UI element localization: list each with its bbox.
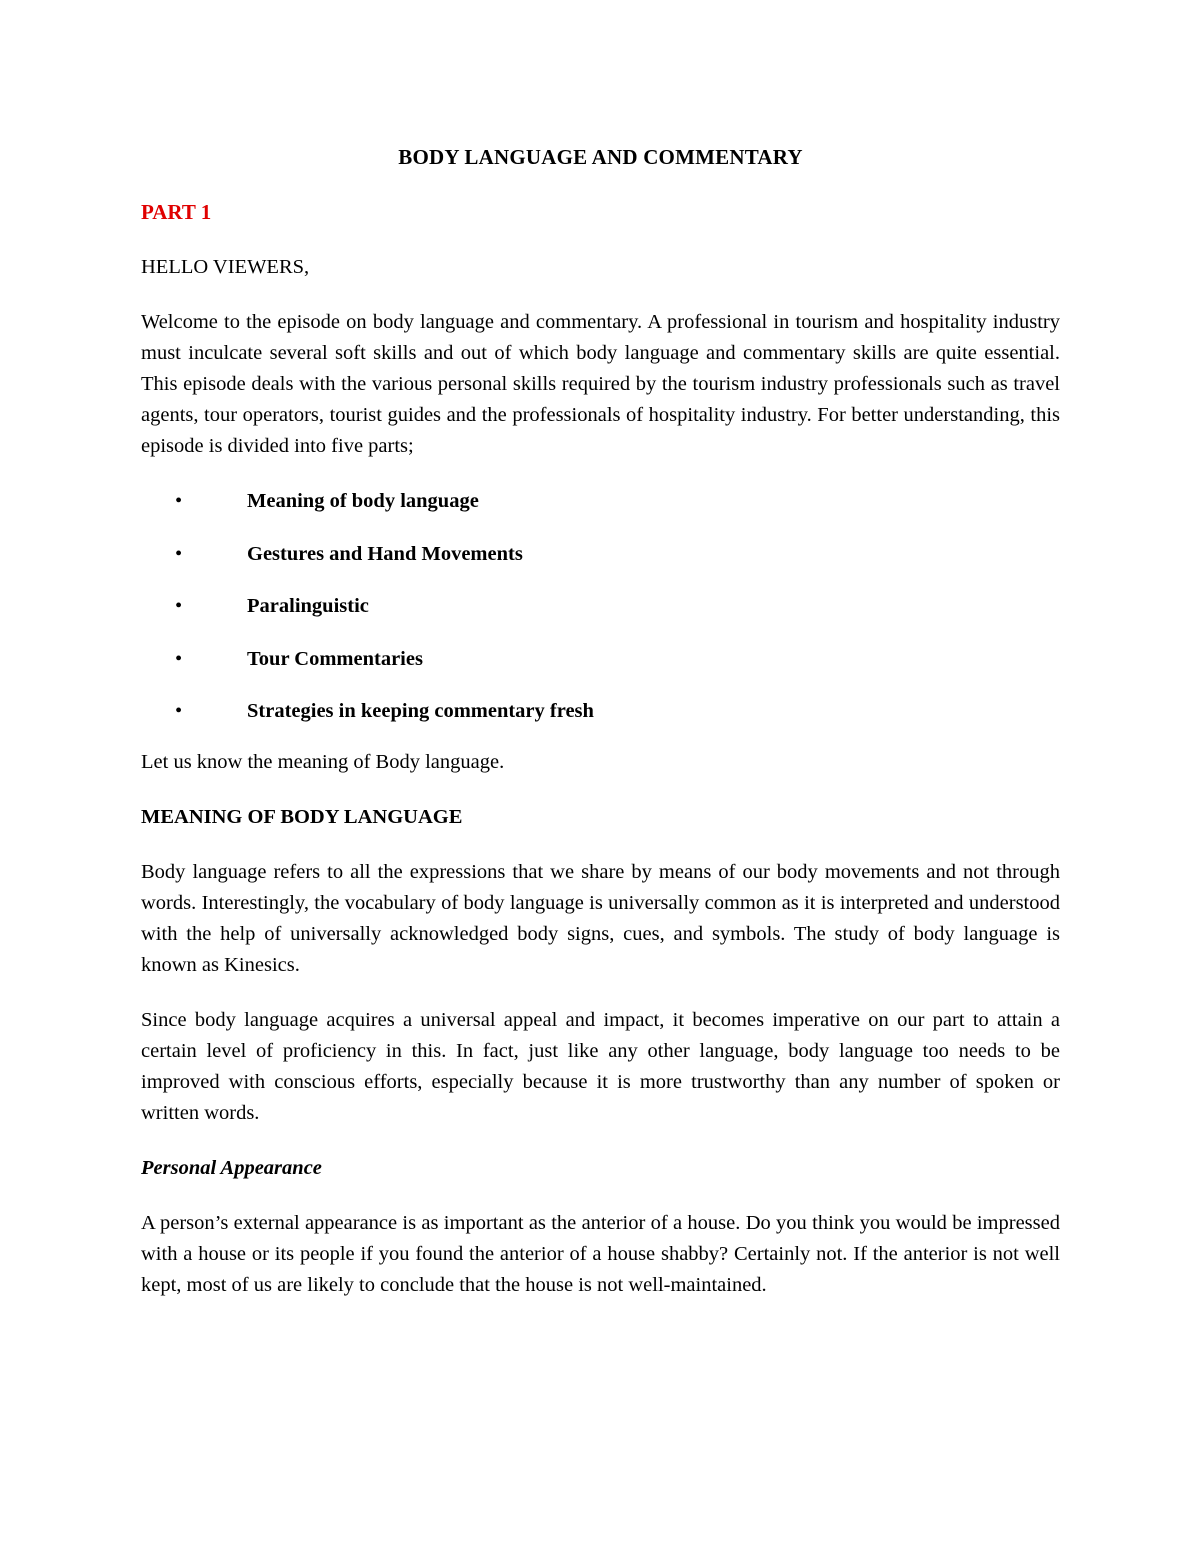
list-item: [141, 486, 1060, 539]
list-item-text: Meaning of body language: [247, 490, 479, 512]
topic-list: [141, 486, 1060, 749]
list-item: [141, 591, 1060, 644]
list-item: [141, 539, 1060, 592]
bullet-icon: •: [175, 542, 183, 565]
greeting: HELLO VIEWERS,: [141, 256, 310, 278]
section-paragraph-1: Body language refers to all the expressions that we share by means of our body movements and not through words. Interestingly, the vocabulary of body language is universally common as it is interpreted and understood with the help of universally acknowledged body signs, cues, and symbols. The study of body language is known as Kinesics.: [141, 860, 1060, 976]
list-item-text: Tour Commentaries: [247, 647, 423, 670]
part-label: PART 1: [141, 200, 212, 224]
list-item: [141, 696, 1060, 749]
subsection-heading: Personal Appearance: [141, 1156, 322, 1179]
document-title: BODY LANGUAGE AND COMMENTARY: [398, 145, 803, 169]
bullet-icon: •: [175, 595, 183, 617]
bullet-icon: •: [175, 700, 183, 722]
list-item-text: Gestures and Hand Movements: [247, 542, 523, 565]
list-item: [141, 644, 1060, 697]
list-item-text: Paralinguistic: [247, 595, 369, 617]
subsection-paragraph: A person’s external appearance is as important as the anterior of a house. Do you think you would be impressed with a house or its people if you found the anterior of a house shabby? Certainly not. If the anterior is not well kept, most of us are likely to conclude that the house is not well-maintained.: [141, 1211, 1060, 1296]
list-item-text: Strategies in keeping commentary fresh: [247, 700, 594, 722]
bullet-icon: •: [175, 490, 183, 512]
intro-paragraph: Welcome to the episode on body language and commentary. A professional in tourism and hospitality industry must inculcate several soft skills and out of which body language and commentary skills are quite essential. This episode deals with the various personal skills required by the tourism industry professionals such as travel agents, tour operators, tourist guides and the professionals of hospitality industry. For better understanding, this episode is divided into five parts;: [141, 311, 1060, 457]
section-heading: MEANING OF BODY LANGUAGE: [141, 805, 463, 828]
section-paragraph-2: Since body language acquires a universal appeal and impact, it becomes imperative on our part to attain a certain level of proficiency in this. In fact, just like any other language, body language too needs to be improved with conscious efforts, especially because it is more trustworthy than any number of spoken or written words.: [141, 1008, 1060, 1124]
transition-sentence: Let us know the meaning of Body language.: [141, 750, 505, 773]
bullet-icon: •: [175, 647, 183, 670]
document-content: [141, 142, 1060, 1325]
